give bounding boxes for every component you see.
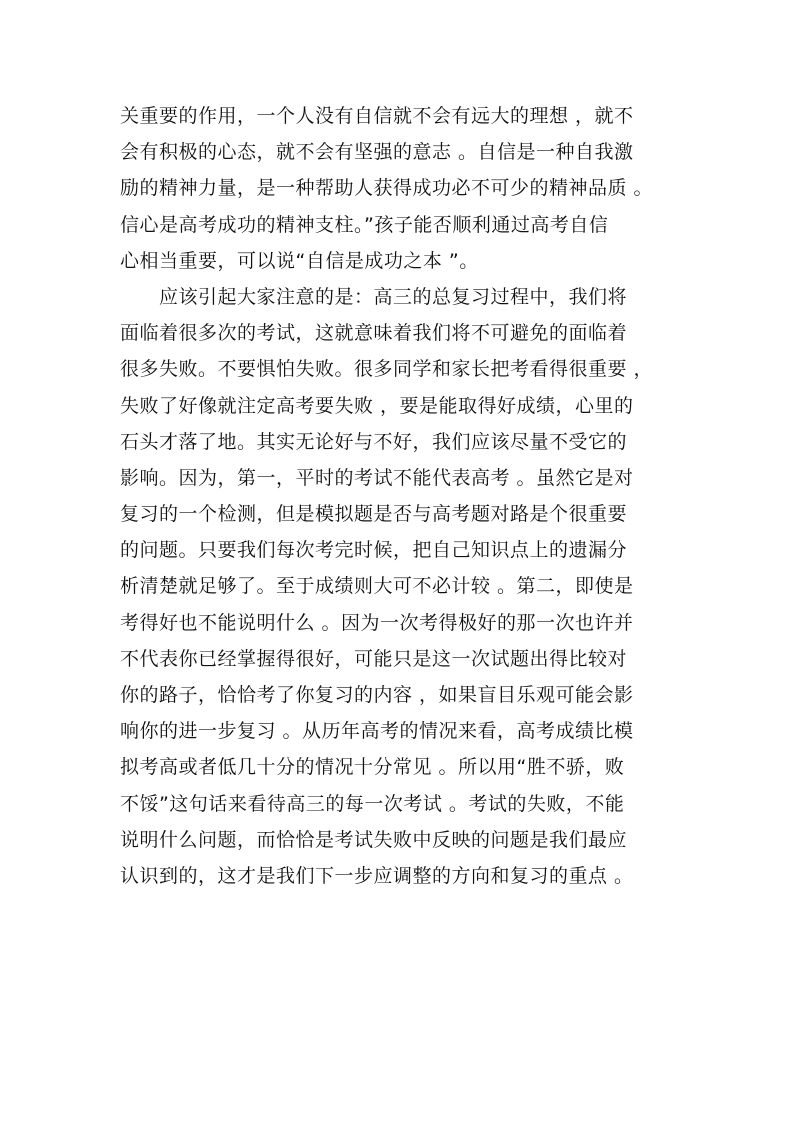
text-line: 信心是高考成功的精神支柱。”孩子能否顺利通过高考自信 — [120, 213, 609, 236]
text-line: 很多失败。不要惧怕失败。很多同学和家长把考看得很重要 ， — [120, 358, 654, 381]
text-line: 面临着很多次的考试，这就意味着我们将不可避免的面临着 — [120, 322, 628, 345]
text-line: 会有积极的心态，就不会有坚强的意志 。自信是一种自我激 — [120, 141, 634, 164]
text-line: 响你的进一步复习 。从历年高考的情况来看，高考成绩比模 — [120, 720, 634, 743]
body-text — [120, 98, 700, 894]
text-line: 不馁”这句话来看待高三的每一次考试 。考试的失败，不能 — [120, 792, 625, 815]
text-line: 你的路子，恰恰考了你复习的内容 ，如果盲目乐观可能会影 — [120, 684, 634, 706]
text-line: 考得好也不能说明什么 。因为一次考得极好的那一次也许并 — [120, 611, 634, 634]
text-line: 励的精神力量，是一种帮助人获得成功必不可少的精神品质 。 — [120, 177, 654, 200]
text-line: 心相当重要，可以说“自信是成功之本 ”。 — [120, 249, 479, 272]
text-line: 析清楚就足够了。至于成绩则大可不必计较 。第二，即使是 — [120, 575, 634, 598]
text-line: 拟考高或者低几十分的情况十分常见 。所以用“胜不骄，败 — [120, 756, 625, 779]
text-line: 关重要的作用，一个人没有自信就不会有远大的理想 ，就不 — [120, 105, 634, 127]
text-line: 的问题。只要我们每次考完时候，把自己知识点上的遗漏分 — [120, 539, 628, 562]
text-line: 失败了好像就注定高考要失败 ，要是能取得好成绩，心里的 — [120, 394, 634, 417]
text-line: 认识到的，这才是我们下一步应调整的方向和复习的重点 。 — [120, 864, 634, 887]
text-line: 说明什么问题，而恰恰是考试失败中反映的问题是我们最应 — [120, 828, 628, 851]
text-line: 不代表你已经掌握得很好，可能只是这一次试题出得比较对 — [120, 647, 628, 670]
text-line: 复习的一个检测，但是模拟题是否与高考题对路是个很重要 — [120, 503, 628, 526]
paragraph-start-line: 应该引起大家注意的是：高三的总复习过程中，我们将 — [120, 285, 628, 308]
text-line: 影响。因为，第一，平时的考试不能代表高考 。虽然它是对 — [120, 466, 634, 489]
text-line: 石头才落了地。其实无论好与不好，我们应该尽量不受它的 — [120, 430, 628, 453]
